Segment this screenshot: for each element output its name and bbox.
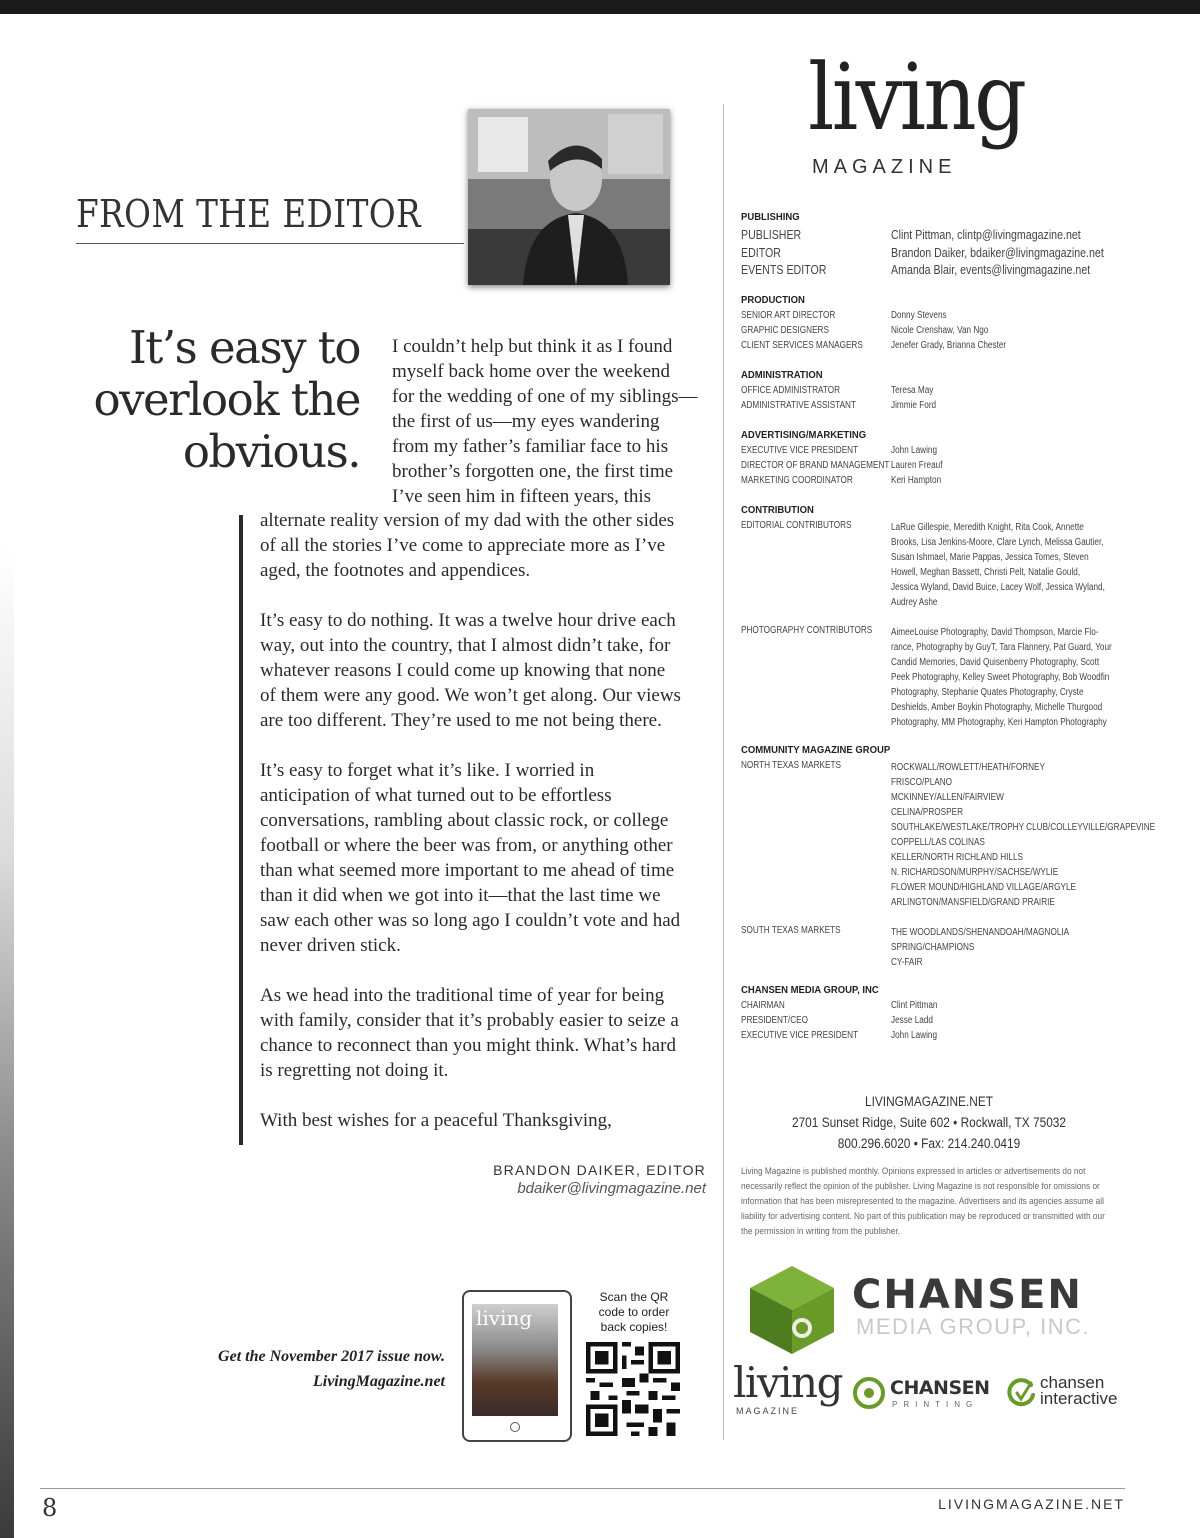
masthead-value: THE WOODLANDS/SHENANDOAH/MAGNOLIA [891,927,1070,938]
qr-caption-line: back copies! [600,1320,668,1334]
article-paragraph [260,608,720,733]
article-accent-bar [239,515,243,1145]
tablet-screen [472,1304,558,1416]
masthead-value: Brooks, Lisa Jenkins-Moore, Clare Lynch, Melissa Gautier, [891,537,1104,548]
website-link[interactable]: LIVINGMAGAZINE.NET [864,1094,994,1109]
chansen-interactive-line: chansen [1040,1373,1105,1392]
masthead-value-list [891,520,1105,610]
masthead-role: CHAIRMAN [741,1000,785,1011]
masthead-role: GRAPHIC DESIGNERS [741,325,829,336]
signature-title: , EDITOR [635,1162,706,1178]
masthead-value: Peek Photography, Kelley Sweet Photography, Bob Woodfin [891,672,1110,683]
issue-promo-link[interactable]: LivingMagazine.net [312,1373,445,1390]
top-border [0,0,1200,14]
masthead-role: OFFICE ADMINISTRATOR [741,385,841,396]
signature-email[interactable]: bdaiker@livingmagazine.net [517,1180,706,1197]
masthead-value: Howell, Meghan Bassett, Christi Pelt, Natalie Gould, [891,567,1081,578]
masthead-role: DIRECTOR OF BRAND MANAGEMENT [741,460,890,471]
masthead-value-list [891,625,1112,730]
masthead-value: KELLER/NORTH RICHLAND HILLS [891,852,1024,863]
article-line: With best wishes for a peaceful Thanksgiving, [260,1110,612,1131]
article-line: It’s easy to forget what it’s like. I worried in [260,760,595,781]
masthead-value: Donny Stevens [891,310,947,321]
tablet-home-button-icon [510,1422,520,1432]
article-line: than what seemed more important to me ahead of time [260,860,675,881]
article-line: way, out into the country, that I almost didn’t take, for [260,635,671,656]
masthead-role: NORTH TEXAS MARKETS [741,760,841,771]
masthead-value: Audrey Ashe [891,597,938,608]
living-brand-sub: MAGAZINE [736,1406,800,1416]
article-line: It’s easy to do nothing. It was a twelve hour drive each [260,610,676,631]
masthead-section-title: ADMINISTRATION [741,370,823,381]
article-line: anticipation of what turned out to be effortless [260,785,612,806]
masthead-value: Teresa May [891,385,934,396]
masthead-value: Clint Pittman [891,1000,938,1011]
article-line: whatever reasons I could come up knowing that none [260,660,666,681]
article-line: I’ve seen him in fifteen years, this [392,486,652,507]
masthead-value: AimeeLouise Photography, David Thompson, Marcie Flo- [891,627,1099,638]
article-paragraph [260,1108,720,1133]
pull-quote-line: It’s easy to [128,321,360,374]
masthead-value: rance, Photography by GuyT, Tara Flannery, Pat Guard, Your [891,642,1112,653]
masthead-role: EVENTS EDITOR [741,263,827,277]
chansen-wordmark: CHANSEN [852,1272,1083,1318]
tablet-cover-image [462,1290,572,1442]
masthead-value: Photography, Stephanie Quates Photography, Cryste [891,687,1084,698]
masthead-section-title: CONTRIBUTION [741,505,814,516]
article-line: for the wedding of one of my siblings— [392,386,698,407]
article-line: myself back home over the weekend [392,361,671,382]
qr-caption [584,1290,684,1335]
phone-fax: 800.296.6020 • Fax: 214.240.0419 [837,1136,1021,1151]
masthead-section-title: PRODUCTION [741,295,805,306]
pull-quote-line: overlook the [93,373,360,426]
article-line: I couldn’t help but think it as I found [392,336,673,357]
tablet-cover-title: living [476,1306,533,1330]
chansen-interactive-wordmark [1040,1375,1117,1407]
qr-caption-line: code to order [598,1305,670,1319]
footer-url[interactable]: LIVINGMAGAZINE.NET [938,1496,1125,1512]
masthead-role: CLIENT SERVICES MANAGERS [741,340,863,351]
masthead-value: Keri Hampton [891,475,942,486]
masthead-value: CELINA/PROSPER [891,807,964,818]
masthead-value: SOUTHLAKE/WESTLAKE/TROPHY CLUB/COLLEYVILLE/GRAPEVINE [891,822,1156,833]
masthead-section-title: COMMUNITY MAGAZINE GROUP [741,745,891,756]
masthead-value: Jimmie Ford [891,400,937,411]
masthead-value: Photography, MM Photography, Keri Hampton Photography [891,717,1107,728]
contact-block [741,1091,1117,1154]
masthead-value: Amanda Blair, events@livingmagazine.net [891,263,1091,277]
footer-rule [40,1488,1125,1489]
masthead-role: PRESIDENT/CEO [741,1015,808,1026]
masthead-value: FLOWER MOUND/HIGHLAND VILLAGE/ARGYLE [891,882,1076,893]
masthead-value: MCKINNEY/ALLEN/FAIRVIEW [891,792,1004,803]
masthead-value: COPPELL/LAS COLINAS [891,837,985,848]
chansen-cube-logo-icon [742,1262,842,1358]
article-line: of them were any good. We won’t get along. Our views [260,685,681,706]
masthead-role: PUBLISHER [741,228,802,242]
masthead-value: Susan Ishmael, Marie Pappas, Jessica Tomes, Steven [891,552,1089,563]
signature-name: BRANDON DAIKER [493,1162,636,1178]
article-line: brother’s forgotten one, the first time [392,461,674,482]
masthead-role: SOUTH TEXAS MARKETS [741,925,841,936]
masthead-value: CY-FAIR [891,957,923,968]
chansen-printing-subtitle: PRINTING [892,1400,979,1409]
editor-photo [468,109,670,285]
masthead-role: ADMINISTRATIVE ASSISTANT [741,400,856,411]
masthead-value: Jesse Ladd [891,1015,933,1026]
article-line: conversations, rambling about classic rock, or college [260,810,669,831]
masthead-value-list [891,925,1069,970]
masthead-value: Nicole Crenshaw, Van Ngo [891,325,989,336]
issue-promo-line: Get the November 2017 issue now. [218,1348,445,1365]
masthead-section-title: ADVERTISING/MARKETING [741,430,867,441]
page-number: 8 [42,1494,58,1522]
qr-code-icon[interactable] [586,1342,680,1436]
qr-caption-line: Scan the QR [599,1290,669,1304]
article-line: is regretting not doing it. [260,1060,449,1081]
article-line: with family, consider that it’s probably easier to seize a [260,1010,679,1031]
masthead-value: Candid Memories, David Quisenberry Photography, Scott [891,657,1100,668]
article-line: the first of us—my eyes wandering [392,411,660,432]
masthead-value: John Lawing [891,445,938,456]
chansen-printing-wordmark: CHANSEN [890,1377,990,1399]
article-line: from my father’s familiar face to his [392,436,669,457]
section-title: FROM THE EDITOR [76,192,422,236]
chansen-subtitle: MEDIA GROUP, INC. [856,1314,1091,1339]
article-line: never driven stick. [260,935,401,956]
article-paragraph [260,758,720,958]
living-logo-word: living [808,44,1025,151]
masthead-role: EDITOR [741,246,781,260]
article-line: are too different. They’re used to me not being there. [260,710,662,731]
article-line: aged, the footnotes and appendices. [260,560,531,581]
article-line: of all the stories I’ve come to appreciate more as I’ve [260,535,666,556]
pull-quote [60,322,360,478]
masthead-value: John Lawing [891,1030,938,1041]
column-divider [723,104,724,1440]
masthead-value: Jessica Wyland, David Buice, Lacey Wolf, Jessica Wyland, [891,582,1105,593]
masthead-value: SPRING/CHAMPIONS [891,942,975,953]
masthead-value: Lauren Freauf [891,460,943,471]
masthead-value: ARLINGTON/MANSFIELD/GRAND PRAIRIE [891,897,1055,908]
article-line: football or where the beer was from, or anything other [260,835,673,856]
masthead-value: N. RICHARDSON/MURPHY/SACHSE/WYLIE [891,867,1059,878]
masthead-section-title: PUBLISHING [741,212,800,223]
masthead-value: Deshields, Amber Boykin Photography, Michelle Thurgood [891,702,1103,713]
masthead-value: Clint Pittman, clintp@livingmagazine.net [891,228,1081,242]
left-gradient-edge [0,14,14,1538]
editor-signature [493,1162,706,1197]
article-line: As we head into the traditional time of year for being [260,985,665,1006]
section-title-rule [76,243,464,244]
chansen-interactive-icon [1005,1377,1037,1409]
issue-promo [170,1344,445,1394]
article-line: than it did when we got into it—that the last time we [260,885,661,906]
article-paragraph [260,983,720,1083]
masthead-value: Brandon Daiker, bdaiker@livingmagazine.net [891,246,1104,260]
article-line: saw each other was so long ago I couldn’t vote and had [260,910,681,931]
chansen-printing-icon [853,1377,885,1409]
living-brand-word: living [733,1358,842,1407]
masthead-value: Jenefer Grady, Brianna Chester [891,340,1007,351]
masthead-value: LaRue Gillespie, Meredith Knight, Rita Cook, Annette [891,522,1084,533]
masthead-role: EXECUTIVE VICE PRESIDENT [741,445,859,456]
masthead-role: PHOTOGRAPHY CONTRIBUTORS [741,625,873,636]
masthead-role: EDITORIAL CONTRIBUTORS [741,520,852,531]
living-logo-sub: MAGAZINE [812,156,957,178]
masthead-role: SENIOR ART DIRECTOR [741,310,836,321]
pull-quote-line: obvious. [182,425,360,478]
address: 2701 Sunset Ridge, Suite 602 • Rockwall, TX 75032 [791,1115,1067,1130]
article-intro [392,334,722,509]
article-line: chance to reconnect than you might think. What’s hard [260,1035,676,1056]
masthead-value: ROCKWALL/ROWLETT/HEATH/FORNEY [891,762,1045,773]
masthead-role: EXECUTIVE VICE PRESIDENT [741,1030,859,1041]
article-line: alternate reality version of my dad with the other sides [260,510,675,531]
masthead-role: MARKETING COORDINATOR [741,475,853,486]
disclaimer: Living Magazine is published monthly. Opinions expressed in articles or advertisements do not necessarily reflect the opinion of the publisher. Living Magazine is not responsible for omissions or information that has been misrepresented to the magazine. Advertisers and its agencies assume all liability for advertising content. No part of this publication may be reproduced or transmitted with our the permission in writing from the publisher. [741,1166,1105,1237]
article-paragraph [260,508,720,583]
masthead-value-list [891,760,1155,910]
article-body [260,508,720,1158]
masthead-value: FRISCO/PLANO [891,777,953,788]
chansen-interactive-line: interactive [1040,1389,1118,1408]
masthead-section-title: CHANSEN MEDIA GROUP, INC [741,985,879,996]
